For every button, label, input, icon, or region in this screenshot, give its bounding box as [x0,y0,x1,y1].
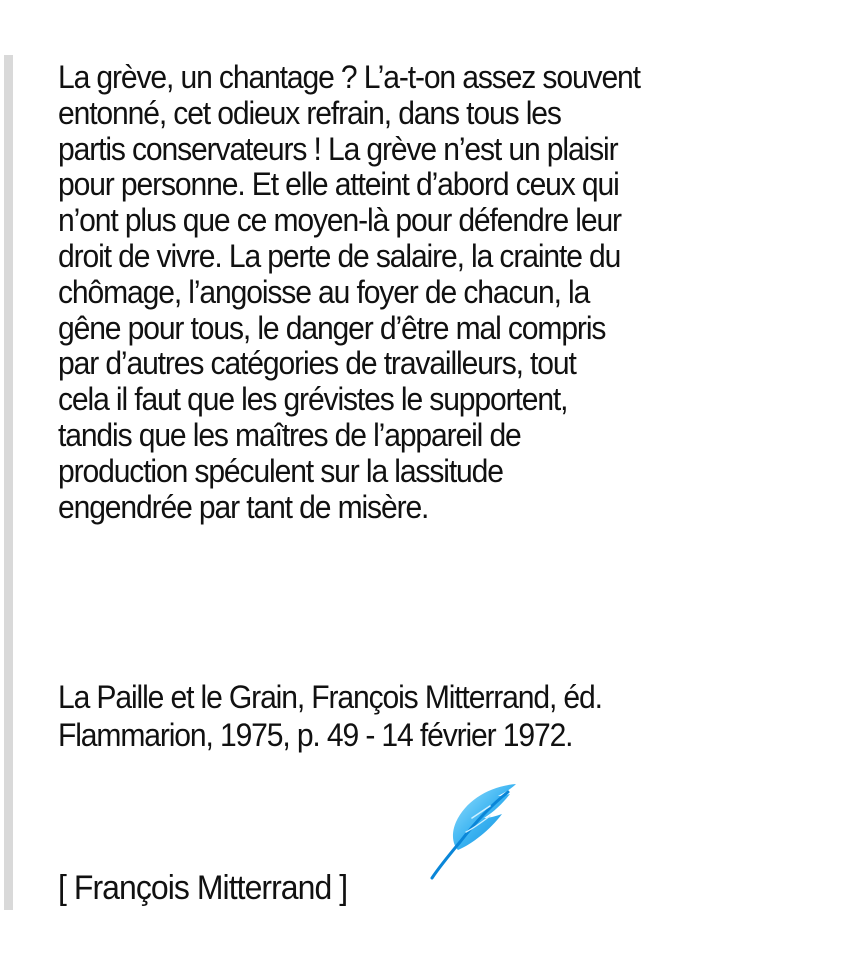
quote-line: entonné, cet odieux refrain, dans tous les [58,94,561,131]
feather-icon [420,778,525,883]
quote-line: tandis que les maîtres de l’appareil de [58,416,521,453]
author-attribution: [ François Mitterrand ] [58,869,348,907]
source-line: Flammarion, 1975, p. 49 - 14 février 1972. [58,717,573,753]
quote-accent-bar [4,55,13,910]
quote-line: n’ont plus que ce moyen-là pour défendre leur [58,202,621,239]
quote-line: engendrée par tant de misère. [58,488,429,525]
quote-line: gêne pour tous, le danger d’être mal compris [58,309,606,346]
quote-line: production spéculent sur la lassitude [58,452,503,489]
quote-line: pour personne. Et elle atteint d’abord ceux qui [58,166,619,203]
quote-line: cela il faut que les grévistes le supportent, [58,381,568,418]
quote-text [58,60,735,525]
quote-line: chômage, l’angoisse au foyer de chacun, la [58,273,590,310]
quote-source [58,678,735,754]
quote-line: La grève, un chantage ? L’a-t-on assez souvent [58,59,640,95]
quote-line: droit de vivre. La perte de salaire, la crainte du [58,237,621,274]
source-line: La Paille et le Grain, François Mitterrand, éd. [58,679,602,715]
quote-line: par d’autres catégories de travailleurs, tout [58,345,576,382]
quote-line: partis conservateurs ! La grève n’est un plaisir [58,130,618,167]
